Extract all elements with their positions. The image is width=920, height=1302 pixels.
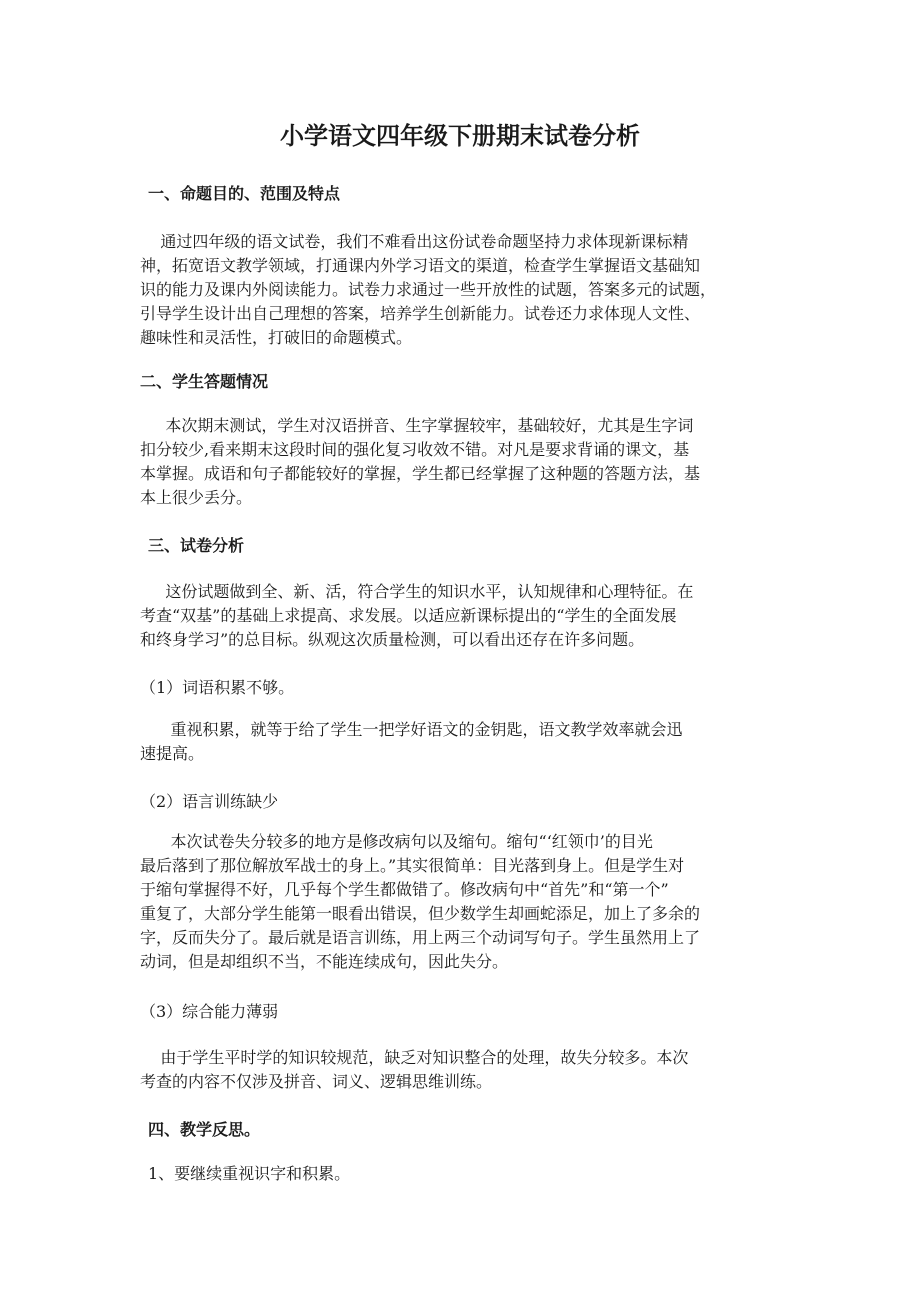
subsection-label-3: （3）综合能力薄弱 [140,1002,279,1021]
paragraph-line: 字，反而失分了。最后就是语言训练，用上两三个动词写句子。学生虽然用上了 [140,928,701,947]
paragraph-line: 重复了，大部分学生能第一眼看出错误，但少数学生却画蛇添足，加上了多余的 [140,904,701,923]
paragraph-line: 考查的内容不仅涉及拼音、词义、逻辑思维训练。 [140,1072,493,1091]
paragraph-line: 于缩句掌握得不好，几乎每个学生都做错了。修改病句中“首先”和“第一个” [140,880,669,899]
section-heading-3: 三、试卷分析 [148,536,245,555]
paragraph-line: 由于学生平时学的知识较规范，缺乏对知识整合的处理，故失分较多。本次 [140,1048,689,1067]
paragraph-line: 考查“双基”的基础上求提高、求发展。以适应新课标提出的“学生的全面发展 [140,606,677,625]
paragraph-line: 本掌握。成语和句子都能较好的掌握，学生都已经掌握了这种题的答题方法，基 [140,464,701,483]
paragraph-line: 和终身学习”的总目标。纵观这次质量检测，可以看出还存在许多问题。 [140,630,645,649]
paragraph-line: 最后落到了那位解放军战士的身上。”其实很简单：目光落到身上。但是学生对 [140,856,685,875]
paragraph-line: 引导学生设计出自己理想的答案，培养学生创新能力。试卷还力求体现人文性、 [140,304,701,323]
section-1-paragraph [140,230,780,350]
paragraph-line: 本上很少丢分。 [140,488,253,507]
section-2-paragraph [140,414,780,510]
paragraph-line: 本次试卷失分较多的地方是修改病句以及缩句。缩句“‘红领巾’的目光 [140,832,653,851]
section-3-paragraph [140,580,780,652]
paragraph-line: 这份试题做到全、新、活，符合学生的知识水平，认知规律和心理特征。在 [140,582,694,601]
section-heading-1: 一、命题目的、范围及特点 [148,184,341,203]
section-heading-4: 四、教学反思。 [148,1120,261,1139]
paragraph-line: 本次期末测试，学生对汉语拼音、生字掌握较牢，基础较好，尤其是生字词 [140,416,694,435]
paragraph-line: 速提高。 [140,744,205,763]
paragraph-line: 识的能力及课内外阅读能力。试卷力求通过一些开放性的试题，答案多元的试题， [140,280,717,299]
section-heading-2: 二、学生答题情况 [140,372,269,391]
paragraph-line: 扣分较少,看来期末这段时间的强化复习收效不错。对凡是要求背诵的课文，基 [140,440,690,459]
subsection-2-paragraph [140,830,780,974]
paragraph-line: 趣味性和灵活性，打破旧的命题模式。 [140,328,413,347]
subsection-1-paragraph [140,718,780,766]
paragraph-line: 神，拓宽语文教学领域，打通课内外学习语文的渠道，检查学生掌握语文基础知 [140,256,701,275]
reflection-item-1: 1、要继续重视识字和积累。 [148,1164,351,1183]
paragraph-line: 通过四年级的语文试卷，我们不难看出这份试卷命题坚持力求体现新课标精 [140,232,689,251]
paragraph-line: 重视积累，就等于给了学生一把学好语文的金钥匙，语文教学效率就会迅 [140,720,683,739]
document-title: 小学语文四年级下册期末试卷分析 [280,122,640,150]
subsection-label-1: （1）词语积累不够。 [140,678,295,697]
paragraph-line: 动词，但是却组织不当，不能连续成句，因此失分。 [140,952,509,971]
subsection-3-paragraph [140,1046,780,1094]
subsection-label-2: （2）语言训练缺少 [140,792,279,811]
